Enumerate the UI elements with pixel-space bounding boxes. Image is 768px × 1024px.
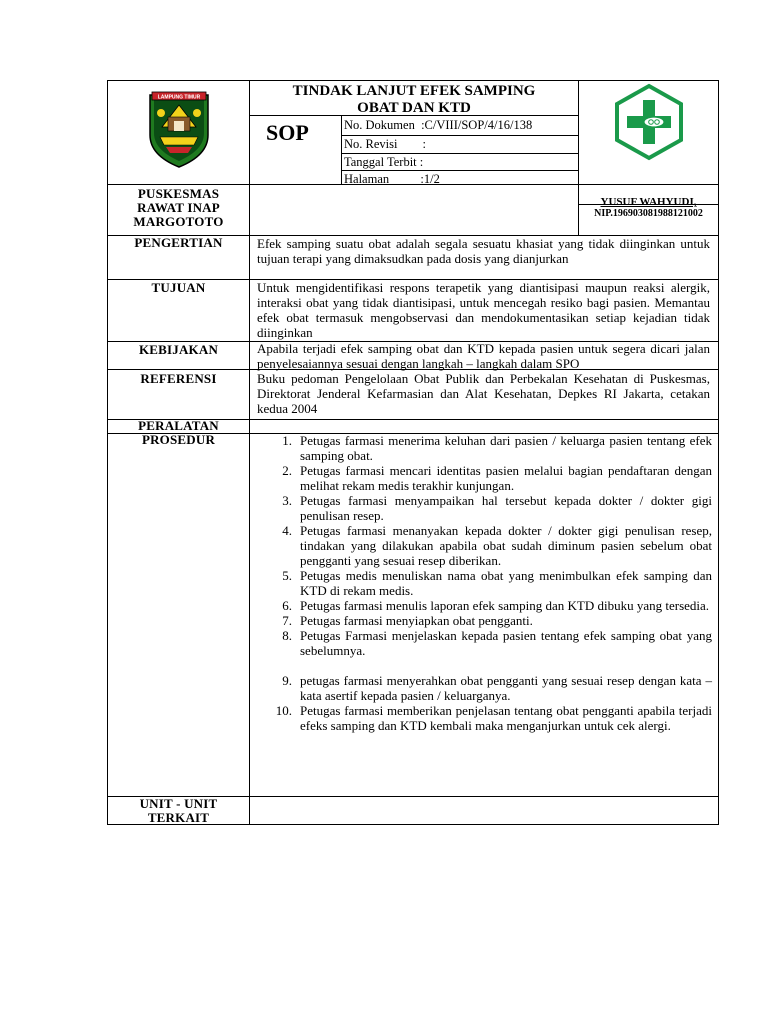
puskesmas-logo-icon [610,83,688,161]
text-referensi: Buku pedoman Pengelolaan Obat Publik dan Perbekalan Kesehatan di Puskesmas, Direktorat Jenderal Kefarmasian dan Alat Kesehatan, Depkes RI Jakarta, cetakan kedua 2004 [257,371,710,416]
procedure-step: 10. Petugas farmasi memberikan penjelasan tentang obat pengganti apabila terjadi efeks samping dan KTD kembali maka menganjurkan untuk cek alergi. [275,703,712,733]
text-kebijakan: Apabila terjadi efek samping obat dan KTD kepada pasien untuk segera dicari jalan penyelesaiannya sesuai dengan langkah – langkah dalam SPO [257,341,710,371]
signatory-name: YUSUF WAHYUDI, [600,196,697,208]
procedure-step: 3. Petugas farmasi menyampaikan hal tersebut kepada dokter / dokter gigi penulisan resep. [282,493,712,523]
sop-table [107,80,719,825]
page-number: Halaman :1/2 [344,172,440,186]
institution-name: PUSKESMAS RAWAT INAP MARGOTOTO [133,186,224,229]
sop-label: SOP [266,120,309,145]
title-line-2: OBAT DAN KTD [357,100,471,116]
label-referensi: REFERENSI [140,371,217,386]
svg-text:LAMPUNG TIMUR: LAMPUNG TIMUR [157,94,201,101]
revision-number: No. Revisi : [344,137,426,151]
label-prosedur: PROSEDUR [141,432,216,447]
label-tujuan: TUJUAN [151,280,206,295]
text-pengertian: Efek samping suatu obat adalah segala sesuatu khasiat yang tidak diinginkan untuk tujuan terapi yang dimaksudkan pada dosis yang dianjurkan [257,236,710,266]
procedure-step: 7. Petugas farmasi menyiapkan obat pengganti. [282,613,533,628]
label-kebijakan: KEBIJAKAN [138,342,219,357]
signature-block [578,196,719,219]
title-line-1: TINDAK LANJUT EFEK SAMPING [292,83,536,99]
issue-date: Tanggal Terbit : [344,155,424,169]
puskesmas-logo [610,83,688,161]
document-title [250,83,578,117]
lampung-timur-emblem-icon [146,89,212,169]
regional-emblem [146,89,212,169]
text-tujuan: Untuk mengidentifikasi respons terapetik yang diantisipasi maupun reaksi alergik, interaksi obat yang tidak diantisipasi, untuk mencegah resiko bagi pasien. Memantau efek obat termasuk mengobservasi dan mendokumentasikan setiap kejadian tidak diinginkan [257,280,710,340]
procedure-step: 8. Petugas Farmasi menjelaskan kepada pasien tentang efek samping obat yang sebelumnya. [282,628,712,658]
label-pengertian: PENGERTIAN [134,235,223,250]
procedure-step: 5. Petugas medis menuliskan nama obat yang menimbulkan efek samping dan KTD di rekam medis. [282,568,712,598]
label-peralatan: PERALATAN [138,418,219,433]
label-unit-terkait: UNIT - UNIT TERKAIT [139,796,218,825]
doc-number: No. Dokumen :C/VIII/SOP/4/16/138 [344,118,533,132]
procedure-step: 9. petugas farmasi menyerahkan obat pengganti yang sesuai resep dengan kata – kata asertif kepada pasien / keluarganya. [282,673,712,703]
procedure-step: 2. Petugas farmasi mencari identitas pasien melalui bagian pendaftaran dengan melihat rekam medis terakhir kunjungan. [282,463,712,493]
signatory-nip: NIP.196903081988121002 [594,208,703,219]
procedure-list [268,433,712,733]
procedure-step: 4. Petugas farmasi menanyakan kepada dokter / dokter gigi penulisan resep, tindakan yang dilakukan apabila obat sudah diminum pasien sebelum obat pengganti yang sesuai resep diberikan. [282,523,712,568]
procedure-step: 1. Petugas farmasi menerima keluhan dari pasien / keluarga pasien tentang efek samping obat. [282,433,712,463]
procedure-step: 6. Petugas farmasi menulis laporan efek samping dan KTD dibuku yang tersedia. [282,598,710,613]
